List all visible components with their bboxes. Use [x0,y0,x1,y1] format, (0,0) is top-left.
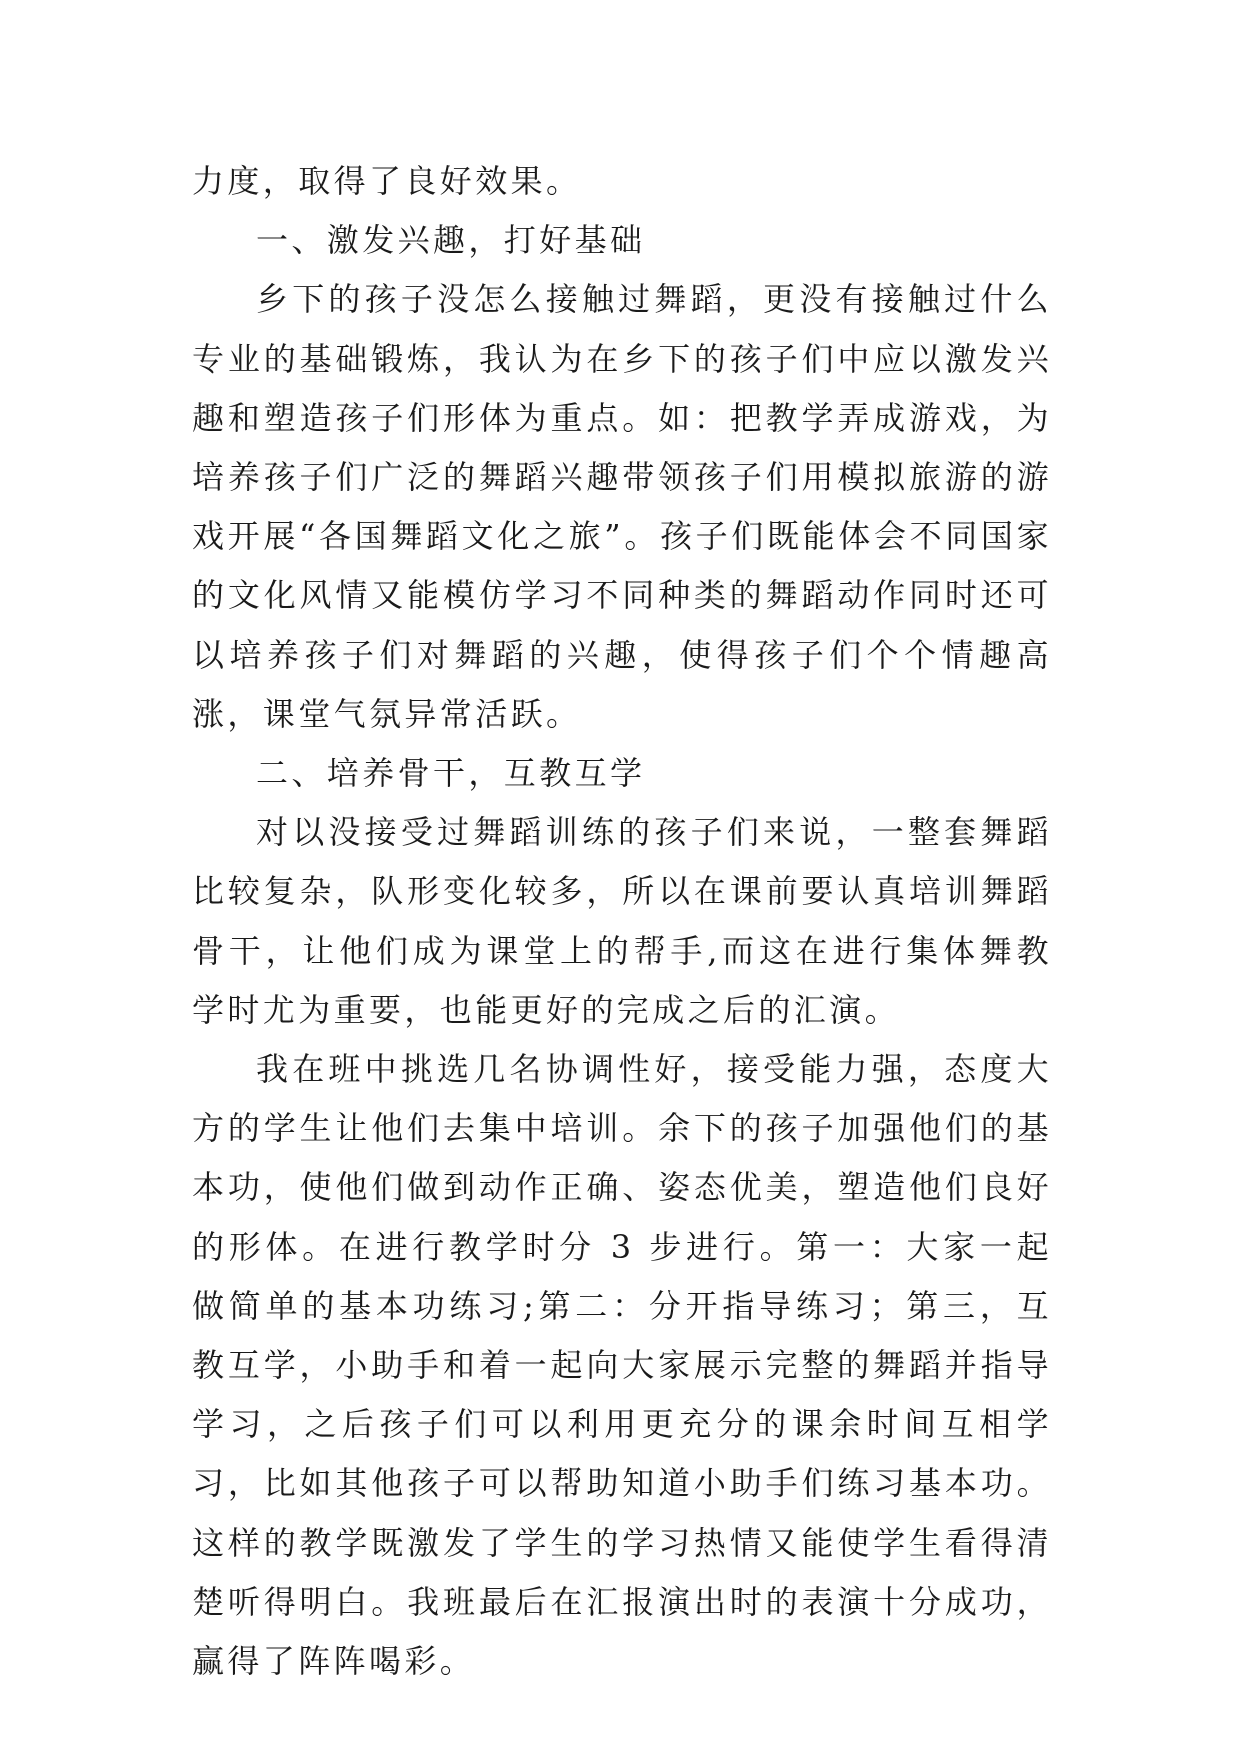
document-body [192,152,1052,1691]
paragraph-continuation: 力度，取得了良好效果。 [192,162,582,200]
paragraph-method: 我在班中挑选几名协调性好，接受能力强，态度大方的学生让他们去集中培训。余下的孩子加强他们的基本功，使他们做到动作正确、姿态优美，塑造他们良好的形体。在进行教学时分 3 步进行。第一：大家一起做简单的基本功练习;第二：分开指导练习；第三，互教互学，小助手和着一起向大家展示完整的舞蹈并指导学习，之后孩子们可以利用更充分的课余时间互相学习，比如其他孩子可以帮助知道小助手们练习基本功。这样的教学既激发了学生的学习热情又能使学生看得清楚听得明白。我班最后在汇报演出时的表演十分成功，赢得了阵阵喝彩。 [192,1050,1052,1681]
paragraph-interest: 乡下的孩子没怎么接触过舞蹈，更没有接触过什么专业的基础锻炼，我认为在乡下的孩子们中应以激发兴趣和塑造孩子们形体为重点。如：把教学弄成游戏，为培养孩子们广泛的舞蹈兴趣带领孩子们用模拟旅游的游戏开展“各国舞蹈文化之旅”。孩子们既能体会不同国家的文化风情又能模仿学习不同种类的舞蹈动作同时还可以培养孩子们对舞蹈的兴趣，使得孩子们个个情趣高涨，课堂气氛异常活跃。 [192,280,1052,733]
paragraph-backbone: 对以没接受过舞蹈训练的孩子们来说，一整套舞蹈比较复杂，队形变化较多，所以在课前要认真培训舞蹈骨干，让他们成为课堂上的帮手,而这在进行集体舞教学时尤为重要，也能更好的完成之后的汇演。 [192,813,1052,1029]
section-heading-1: 一、激发兴趣，打好基础 [256,221,646,260]
section-heading-2: 二、培养骨干，互教互学 [256,754,646,793]
